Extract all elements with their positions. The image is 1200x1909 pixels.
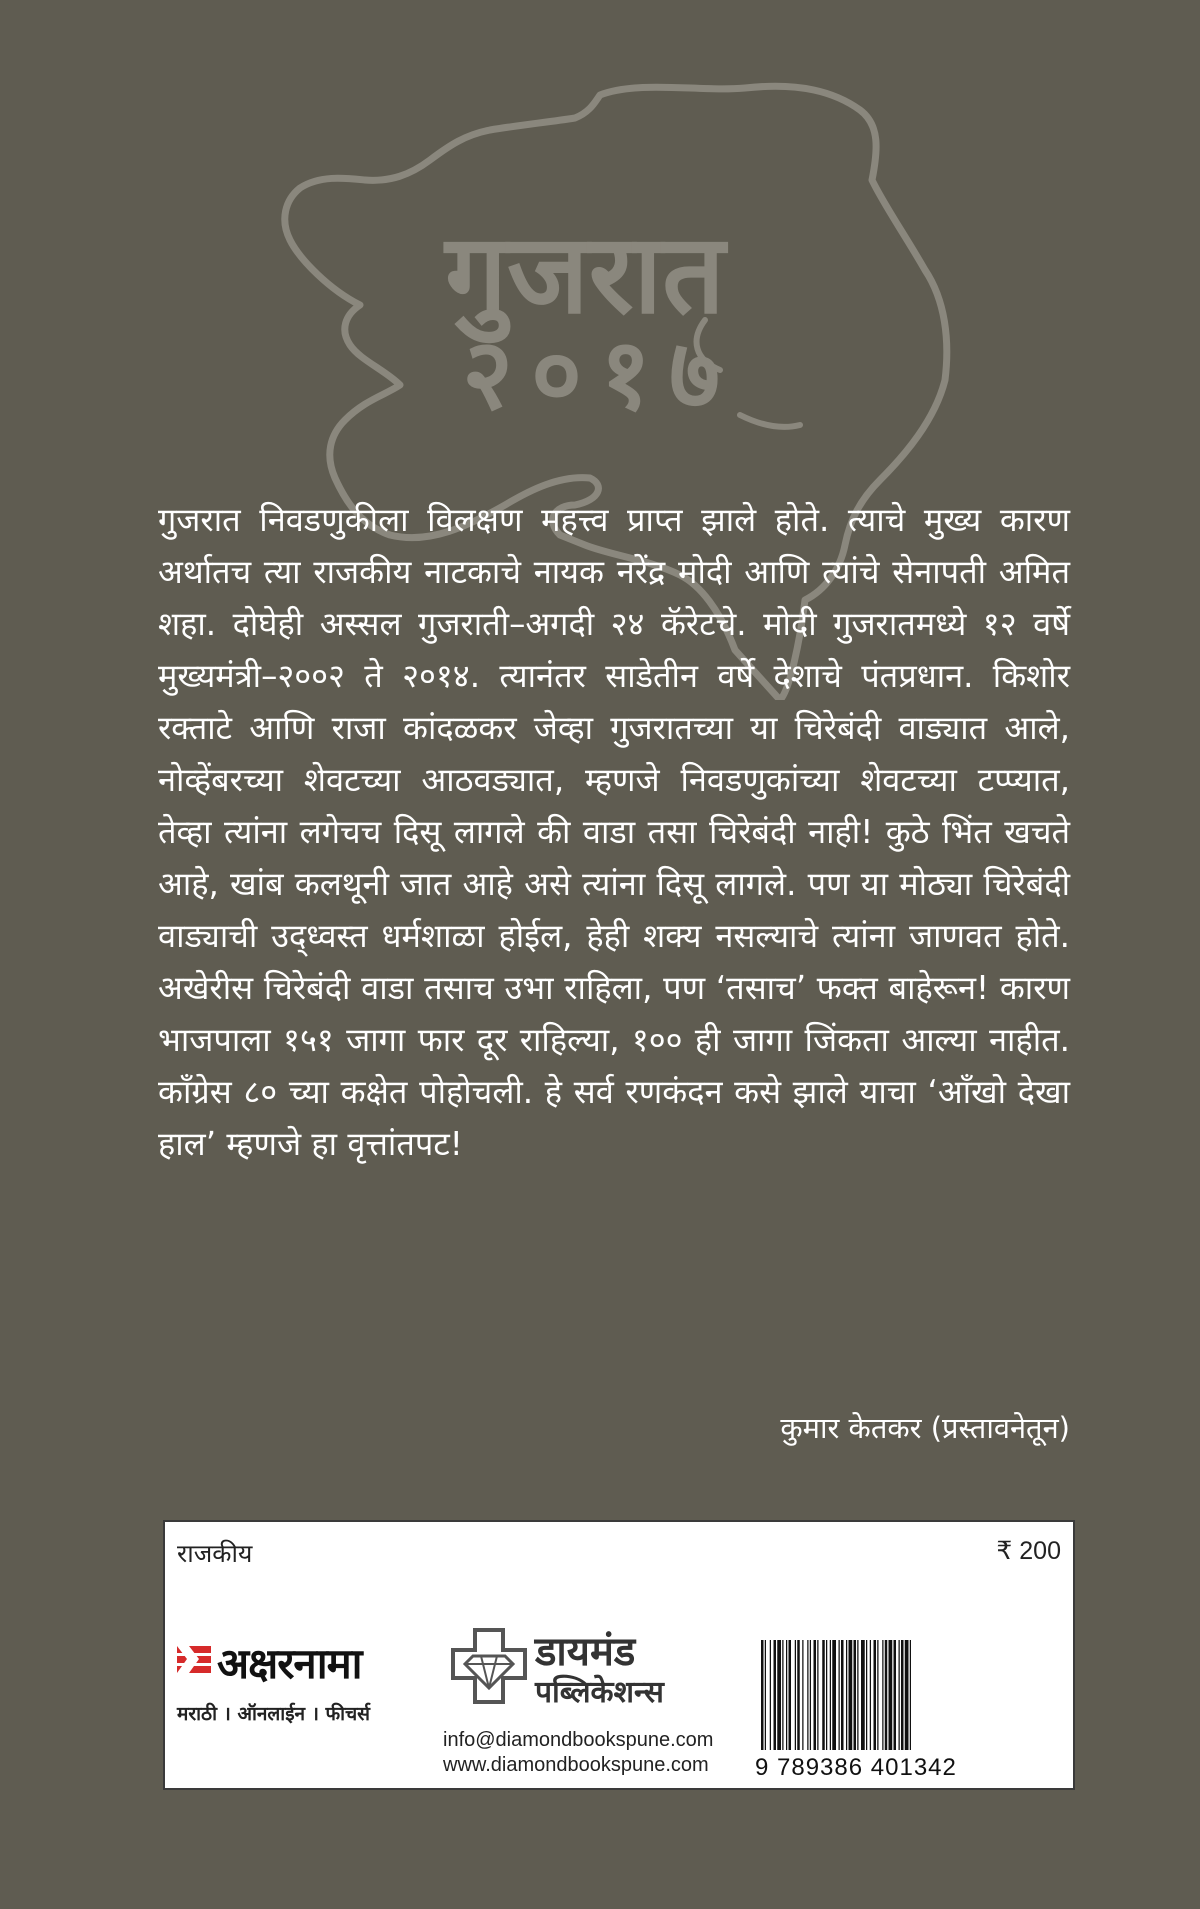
watermark-year: २०१७ [462,318,738,432]
barcode-icon [757,1640,1053,1750]
diamond-logo-mark-icon [449,1626,529,1706]
akshar-logo [175,1634,415,1744]
akshar-tagline: मराठी । ऑनलाईन । फीचर्स [177,1703,371,1725]
blurb-text: गुजरात निवडणुकीला विलक्षण महत्त्व प्राप्त झाले होते. त्याचे मुख्य कारण अर्थातच त्या राजकीय नाटकाचे नायक नरेंद्र मोदी आणि त्यांचे सेनापती अमित शहा. दोघेही अस्सल गुजराती–अगदी २४ कॅरेटचे. मोदी गुजरातमध्ये १२ वर्षे मुख्यमंत्री–२००२ ते २०१४. त्यानंतर साडेतीन वर्षे देशाचे पंतप्रधान. किशोर रक्ताटे आणि राजा कांदळकर जेव्हा गुजरातच्या या चिरेबंदी वाड्यात आले, नोव्हेंबरच्या शेवटच्या आठवड्यात, म्हणजे निवडणुकांच्या शेवटच्या टप्प्यात, तेव्हा त्यांना लगेचच दिसू लागले की वाडा तसा चिरेबंदी नाही! कुठे भिंत खचते आहे, खांब कलथूनी जात आहे असे त्यांना दिसू लागले. पण या मोठ्या चिरेबंदी वाड्याची उद्ध्वस्त धर्मशाळा होईल, हेही शक्य नसल्याचे त्यांना जाणवत होते. अखेरीस चिरेबंदी वाडा तसाच उभा राहिला, पण ‘तसाच’ फक्त बाहेरून! कारण भाजपाला १५१ जागा फार दूर राहिल्या, १०० ही जागा जिंकता आल्या नाहीत. कॉंग्रेस ८० च्या कक्षेत पोहोचली. हे सर्व रणकंदन कसे झाले याचा ‘आँखो देखा हाल’ म्हणजे हा वृत्तांतपट! [158,501,1070,1163]
diamond-name: डायमंड [535,1629,636,1675]
akshar-logo-mark-icon [175,1640,213,1678]
isbn-digits: 9 789386 401342 [755,1754,957,1781]
akshar-name: अक्षरनामा [217,1639,362,1688]
diamond-logo [449,1626,789,1716]
blurb-attribution: कुमार केतकर (प्रस्तावनेतून) [780,1411,1070,1445]
publisher-info-box [163,1520,1075,1790]
price-label: ₹ 200 [996,1537,1061,1565]
publisher-website: www.diamondbookspune.com [443,1754,709,1776]
category-label: राजकीय [177,1539,253,1568]
publisher-email: info@diamondbookspune.com [443,1729,714,1751]
watermark-title: गुजरात [445,210,725,338]
diamond-subname: पब्लिकेशन्स [535,1675,664,1710]
